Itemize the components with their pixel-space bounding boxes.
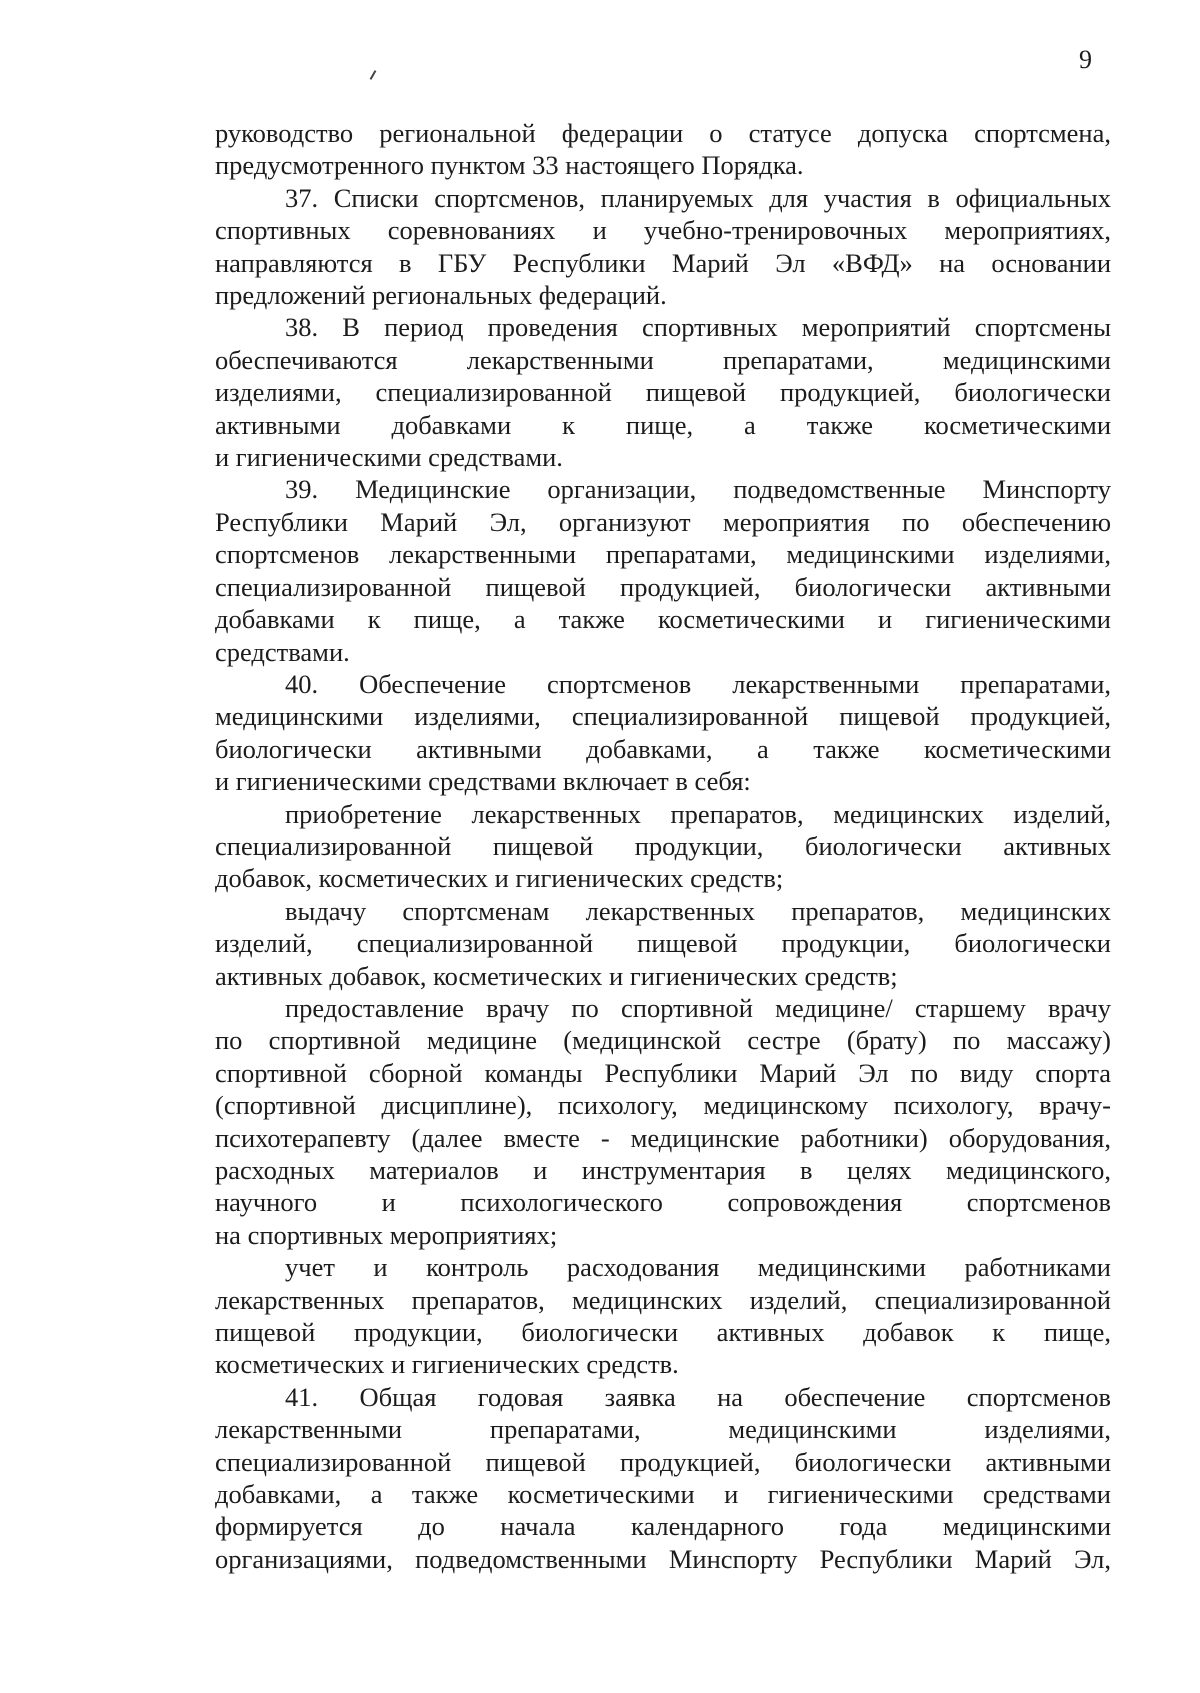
text-line: и гигиеническими средствами включает в себя: bbox=[215, 766, 751, 797]
text-line: средствами. bbox=[215, 636, 350, 667]
text-line: научного и психологического сопровождения спортсменов bbox=[215, 1187, 1111, 1218]
text-line: направляются в ГБУ Республики Марий Эл «ВФД» на основании bbox=[215, 247, 1111, 278]
text-line: расходных материалов и инструментария в целях медицинского, bbox=[215, 1155, 1111, 1185]
text-line: 38. В период проведения спортивных мероприятий спортсмены bbox=[285, 312, 1111, 343]
text-line: биологически активными добавками, а также косметическими bbox=[215, 733, 1111, 764]
text-line: приобретение лекарственных препаратов, медицинских изделий, bbox=[285, 798, 1111, 829]
text-line: 37. Списки спортсменов, планируемых для участия в официальных bbox=[285, 182, 1111, 213]
text-line: специализированной пищевой продукцией, биологически активными bbox=[215, 1446, 1111, 1477]
text-line: предложений региональных федераций. bbox=[215, 280, 667, 311]
text-line: выдачу спортсменам лекарственных препаратов, медицинских bbox=[285, 895, 1111, 926]
text-line: изделий, специализированной пищевой продукции, биологически bbox=[215, 928, 1111, 959]
text-line: 41. Общая годовая заявка на обеспечение спортсменов bbox=[285, 1381, 1111, 1412]
text-line: спортивной сборной команды Республики Марий Эл по виду спорта bbox=[215, 1057, 1111, 1088]
text-line: 39. Медицинские организации, подведомственные Минспорту bbox=[285, 474, 1111, 505]
text-line: специализированной пищевой продукцией, биологически активными bbox=[215, 571, 1111, 602]
text-line: активных добавок, косметических и гигиенических средств; bbox=[215, 960, 898, 991]
text-line: Республики Марий Эл, организуют мероприятия по обеспечению bbox=[215, 506, 1111, 537]
text-line: активными добавками к пище, а также косметическими bbox=[215, 409, 1111, 440]
text-line: обеспечиваются лекарственными препаратами, медицинскими bbox=[215, 344, 1111, 375]
text-line: лекарственных препаратов, медицинских изделий, специализированной bbox=[215, 1284, 1111, 1315]
document-body-text bbox=[215, 117, 1111, 1575]
text-line: предоставление врачу по спортивной медицине/ старшему врачу bbox=[285, 992, 1111, 1023]
text-line: на спортивных мероприятиях; bbox=[215, 1219, 558, 1250]
text-line: психотерапевту (далее вместе - медицинские работники) оборудования, bbox=[215, 1122, 1111, 1153]
page-number: 9 bbox=[1079, 45, 1092, 74]
text-line: формируется до начала календарного года медицинскими bbox=[215, 1511, 1111, 1542]
text-line: руководство региональной федерации о статусе допуска спортсмена, bbox=[215, 118, 1111, 148]
text-line: медицинскими изделиями, специализированной пищевой продукцией, bbox=[215, 701, 1111, 732]
text-line: изделиями, специализированной пищевой продукцией, биологически bbox=[215, 377, 1111, 408]
text-line: по спортивной медицине (медицинской сестре (брату) по массажу) bbox=[215, 1025, 1111, 1056]
scan-artifact-mark bbox=[370, 70, 377, 80]
text-line: организациями, подведомственными Минспорту Республики Марий Эл, bbox=[215, 1543, 1111, 1574]
text-line: учет и контроль расходования медицинскими работниками bbox=[285, 1252, 1111, 1283]
text-line: спортсменов лекарственными препаратами, медицинскими изделиями, bbox=[215, 539, 1111, 570]
text-line: косметических и гигиенических средств. bbox=[215, 1349, 679, 1380]
text-line: лекарственными препаратами, медицинскими изделиями, bbox=[215, 1414, 1111, 1445]
text-line: добавок, косметических и гигиенических средств; bbox=[215, 863, 784, 894]
text-line: добавками, а также косметическими и гигиеническими средствами bbox=[215, 1479, 1111, 1510]
text-line: 40. Обеспечение спортсменов лекарственными препаратами, bbox=[285, 668, 1111, 699]
text-line: специализированной пищевой продукции, биологически активных bbox=[215, 830, 1111, 861]
text-line: (спортивной дисциплине), психологу, медицинскому психологу, врачу- bbox=[215, 1090, 1111, 1121]
text-line: пищевой продукции, биологически активных добавок к пище, bbox=[215, 1317, 1111, 1348]
text-line: и гигиеническими средствами. bbox=[215, 442, 563, 473]
text-line: предусмотренного пунктом 33 настоящего Порядка. bbox=[215, 150, 804, 181]
text-line: добавками к пище, а также косметическими и гигиеническими bbox=[215, 604, 1111, 635]
text-line: спортивных соревнованиях и учебно-тренировочных мероприятиях, bbox=[215, 215, 1111, 246]
